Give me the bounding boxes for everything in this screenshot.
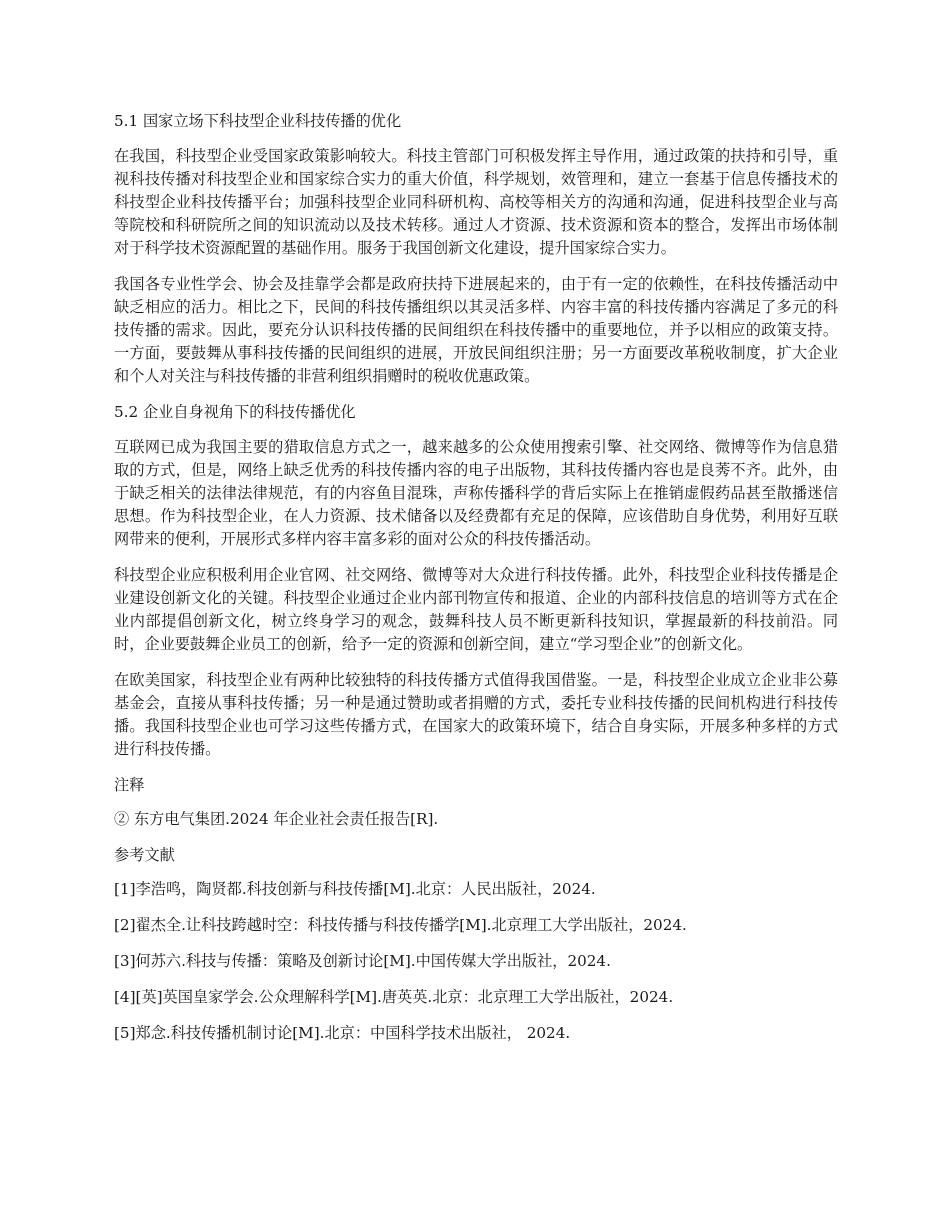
- reference-item: [2]翟杰全.让科技跨越时空：科技传播与科技传播学[M].北京理工大学出版社，2024.: [114, 916, 687, 934]
- paragraph: 我国各专业性学会、协会及挂靠学会都是政府扶持下进展起来的，由于有一定的依赖性，在科技传播活动中缺乏相应的活力。相比之下，民间的科技传播组织以其灵活多样、内容丰富的科技传播内容满足了多元的科技传播的需求。因此，要充分认识科技传播的民间组织在科技传播中的重要地位，并予以相应的政策支持。一方面，要鼓舞从事科技传播的民间组织的进展，开放民间组织注册；另一方面要改革税收制度，扩大企业和个人对关注与科技传播的非营利组织捐赠时的税收优惠政策。: [114, 275, 838, 385]
- reference-item: [5]郑念.科技传播机制讨论[M].北京：中国科学技术出版社， 2024.: [114, 1024, 571, 1042]
- section-heading-5-2: 5.2 企业自身视角下的科技传播优化: [114, 403, 356, 421]
- reference-item: [4][英]英国皇家学会.公众理解科学[M].唐英英.北京：北京理工大学出版社，2024.: [114, 988, 674, 1006]
- references-heading: 参考文献: [114, 846, 175, 864]
- document-page: [114, 110, 838, 1058]
- note-item: ② 东方电气集团.2024 年企业社会责任报告[R].: [114, 810, 439, 828]
- section-heading-5-1: 5.1 国家立场下科技型企业科技传播的优化: [114, 112, 402, 130]
- notes-heading: 注释: [114, 776, 145, 794]
- paragraph: 科技型企业应积极利用企业官网、社交网络、微博等对大众进行科技传播。此外，科技型企业科技传播是企业建设创新文化的关键。科技型企业通过企业内部刊物宣传和报道、企业的内部科技信息的培训等方式在企业内部提倡创新文化，树立终身学习的观念，鼓舞科技人员不断更新科技知识，掌握最新的科技前沿。同时，企业要鼓舞企业员工的创新，给予一定的资源和创新空间，建立“学习型企业”的创新文化。: [114, 566, 838, 653]
- paragraph: 互联网已成为我国主要的猎取信息方式之一，越来越多的公众使用搜索引擎、社交网络、微博等作为信息猎取的方式，但是，网络上缺乏优秀的科技传播内容的电子出版物，其科技传播内容也是良莠不齐。此外，由于缺乏相关的法律法律规范，有的内容鱼目混珠，声称传播科学的背后实际上在推销虚假药品甚至散播迷信思想。作为科技型企业，在人力资源、技术储备以及经费都有充足的保障，应该借助自身优势，利用好互联网带来的便利，开展形式多样内容丰富多彩的面对公众的科技传播活动。: [114, 438, 838, 548]
- paragraph: 在我国，科技型企业受国家政策影响较大。科技主管部门可积极发挥主导作用，通过政策的扶持和引导，重视科技传播对科技型企业和国家综合实力的重大价值，科学规划，效管理和，建立一套基于信息传播技术的科技型企业科技传播平台；加强科技型企业同科研机构、高校等相关方的沟通和沟通，促进科技型企业与高等院校和科研院所之间的知识流动以及技术转移。通过人才资源、技术资源和资本的整合，发挥出市场体制对于科学技术资源配置的基础作用。服务于我国创新文化建设，提升国家综合实力。: [114, 147, 838, 257]
- paragraph: 在欧美国家，科技型企业有两种比较独特的科技传播方式值得我国借鉴。一是，科技型企业成立企业非公募基金会，直接从事科技传播；另一种是通过赞助或者捐赠的方式，委托专业科技传播的民间机构进行科技传播。我国科技型企业也可学习这些传播方式，在国家大的政策环境下，结合自身实际，开展多种多样的方式进行科技传播。: [114, 671, 838, 758]
- reference-item: [3]何苏六.科技与传播：策略及创新讨论[M].中国传媒大学出版社，2024.: [114, 952, 611, 970]
- reference-item: [1]李浩鸣，陶贤都.科技创新与科技传播[M].北京：人民出版社，2024.: [114, 880, 596, 898]
